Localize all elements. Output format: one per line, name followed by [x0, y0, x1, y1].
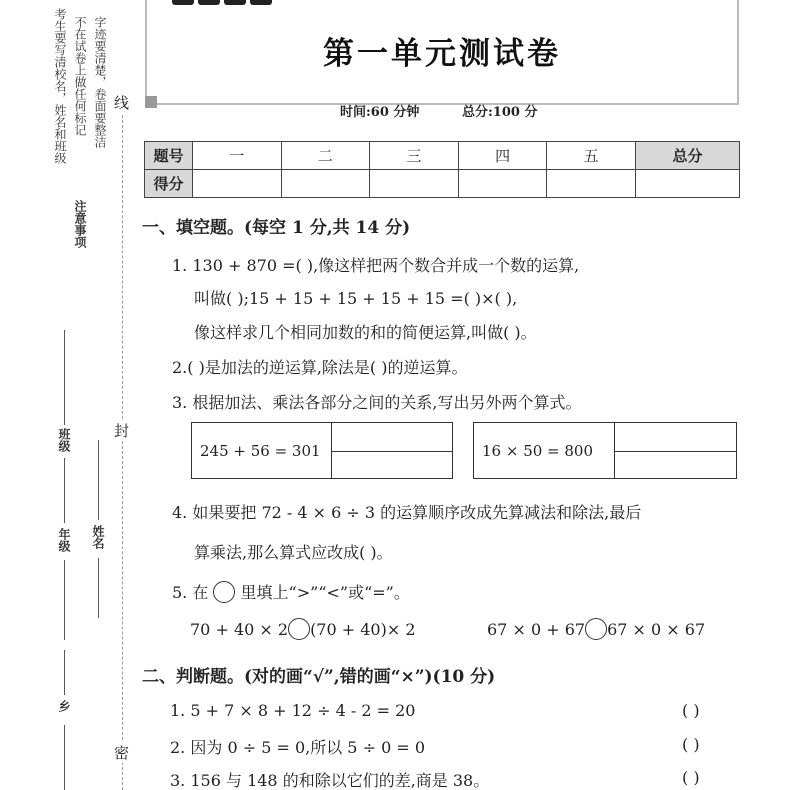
section1-heading: 一、填空题。(每空 1 分,共 14 分): [142, 218, 411, 238]
score-cell[interactable]: [281, 170, 370, 198]
judge-answer-3[interactable]: ( ): [682, 768, 700, 787]
question4-line2: 算乘法,那么算式应改成( )。: [194, 543, 393, 562]
township-field-line: [64, 650, 65, 695]
question3-box-2: [473, 422, 737, 479]
judge-item-1: 1. 5 + 7 × 8 + 12 ÷ 4 - 2 = 20: [170, 701, 416, 720]
score-table-col-4: 四: [458, 142, 547, 170]
question5-expr2-right: 67 × 0 × 67: [607, 620, 706, 639]
score-table-header-row: [145, 142, 740, 170]
header-corner-mark: [145, 96, 157, 108]
score-table-row-label: 题号: [145, 142, 193, 170]
binding-line-char: 线: [114, 94, 130, 112]
question3-equation-1: 245 + 56 = 301: [200, 441, 321, 460]
score-cell[interactable]: [547, 170, 636, 198]
notice-line-1: 考生要写清校名，姓名和班级: [53, 8, 67, 164]
township-field-label: 乡: [57, 700, 71, 712]
township-field-line-2: [64, 725, 65, 790]
class-field-line-2: [64, 458, 65, 523]
notice-title: 注意事项: [73, 200, 87, 248]
score-table-col-2: 二: [281, 142, 370, 170]
score-table-col-5: 五: [547, 142, 636, 170]
binding-secret-char: 密: [114, 744, 130, 762]
question5-expr2-left: 67 × 0 + 67: [487, 620, 586, 639]
compare-circle-icon: [213, 581, 235, 603]
score-table-col-total: 总分: [636, 142, 740, 170]
score-cell[interactable]: [193, 170, 282, 198]
score-cell-total[interactable]: [636, 170, 740, 198]
question5-expression-1: [190, 618, 416, 640]
question3-answer-area-2[interactable]: [614, 423, 736, 478]
section2-heading: 二、判断题。(对的画“√”,错的画“×”)(10 分): [142, 667, 496, 687]
name-field-line: [98, 440, 99, 520]
grade-field-label: 年级: [57, 528, 71, 552]
judge-item-3: 3. 156 与 148 的和除以它们的差,商是 38。: [170, 771, 490, 790]
compare-circle-1[interactable]: [288, 618, 310, 640]
score-cell[interactable]: [458, 170, 547, 198]
question1-line3: 像这样求几个相同加数的和的简便运算,叫做( )。: [194, 323, 537, 342]
question5-expr1-left: 70 + 40 × 2: [190, 620, 289, 639]
question5: [172, 580, 410, 603]
score-table-score-row: [145, 170, 740, 198]
question3-equation-2: 16 × 50 = 800: [482, 441, 594, 460]
question1-line1: 1. 130 + 870 =( ),像这样把两个数合并成一个数的运算,: [172, 256, 580, 275]
class-field-line: [64, 330, 65, 425]
question5-expression-2: [487, 618, 705, 640]
score-table-col-3: 三: [370, 142, 459, 170]
question3-answer-area-1[interactable]: [331, 423, 452, 478]
page-title: 第一单元测试卷: [323, 36, 561, 72]
compare-circle-2[interactable]: [585, 618, 607, 640]
score-table-col-1: 一: [193, 142, 282, 170]
judge-item-2: 2. 因为 0 ÷ 5 = 0,所以 5 ÷ 0 = 0: [170, 738, 426, 757]
question3: 3. 根据加法、乘法各部分之间的关系,写出另外两个算式。: [172, 393, 582, 412]
binding-seal-char: 封: [114, 422, 130, 440]
score-table-row-label: 得分: [145, 170, 193, 198]
score-cell[interactable]: [370, 170, 459, 198]
question5-expr1-right: (70 + 40)× 2: [310, 620, 416, 639]
question2: 2.( )是加法的逆运算,除法是( )的逆运算。: [172, 358, 468, 377]
class-field-label: 班级: [57, 428, 71, 452]
notice-line-2: 不在试卷上做任何标记: [73, 16, 87, 136]
question1-line2: 叫做( );15 + 15 + 15 + 15 + 15 =( )×( ),: [194, 289, 518, 308]
grade-field-line: [64, 560, 65, 640]
question3-answer-divider: [615, 451, 736, 452]
question5-suffix: 里填上“>”“<”或“=”。: [240, 583, 410, 602]
name-field-label: 姓名: [91, 525, 105, 549]
exam-time: 时间:60 分钟: [340, 105, 420, 120]
binding-dashed-line: [122, 110, 123, 790]
exam-total-score: 总分:100 分: [462, 105, 538, 120]
notice-line-3: 字迹要清楚，卷面要整洁: [93, 16, 107, 148]
question5-prefix: 5. 在: [172, 583, 209, 602]
judge-answer-2[interactable]: ( ): [682, 735, 700, 754]
name-field-line-2: [98, 558, 99, 618]
judge-answer-1[interactable]: ( ): [682, 701, 700, 720]
question3-answer-divider: [332, 451, 452, 452]
question3-box-1: [191, 422, 453, 479]
question4-line1: 4. 如果要把 72 - 4 × 6 ÷ 3 的运算顺序改成先算减法和除法,最后: [172, 503, 642, 522]
score-table: [144, 141, 740, 198]
